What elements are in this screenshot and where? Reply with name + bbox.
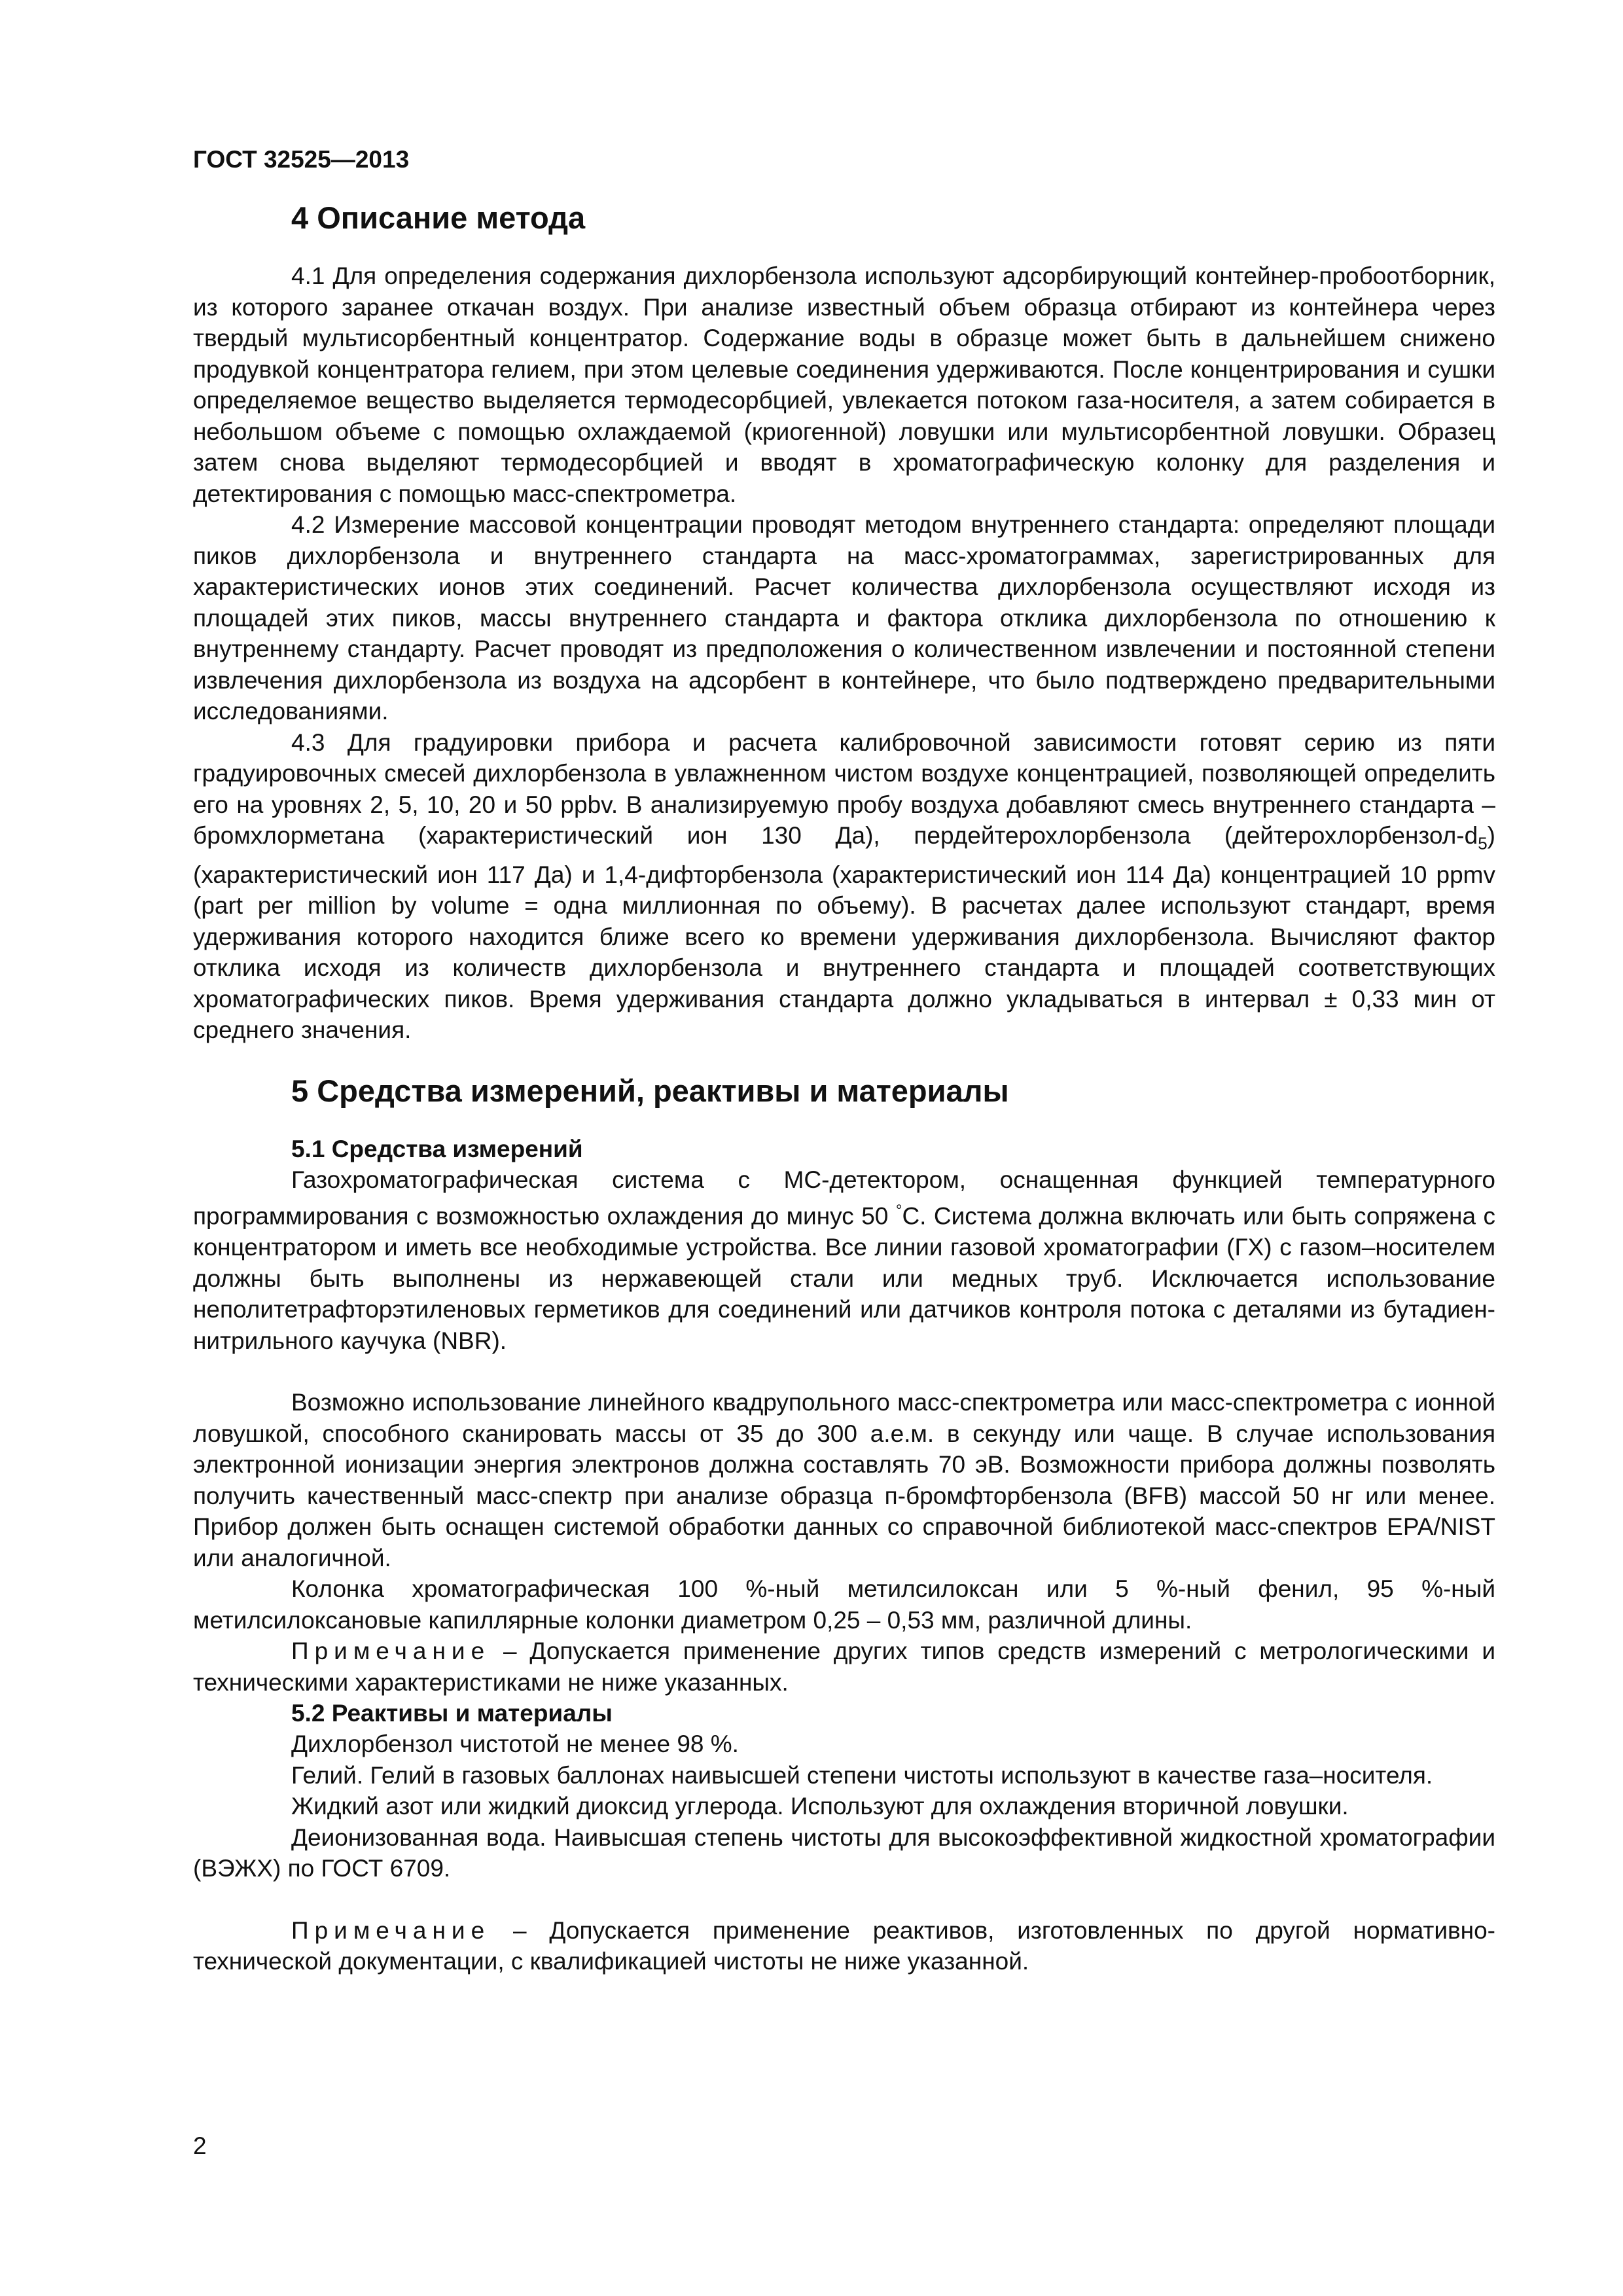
paragraph-5-1-mass-spec: Возможно использование линейного квадрупольного масс-спектрометра или масс-спектрометра с ионной ловушкой, способного сканировать массы от 35 до 300 а.е.м. в секунду или чаще. В случае использования электронной ионизации энергия электронов должна составлять 70 эВ. Возможности прибора должны позволять получить качественный масс-спектр при анализе образца п-бромфторбензола (BFB) массой 50 нг или менее. Прибор должен быть оснащен системой обработки данных со справочной библиотекой масс-спектров EPA/NIST или аналогичной. — [193, 1389, 1495, 1571]
document-page — [193, 144, 1495, 2265]
paragraph-5-1-column: Колонка хроматографическая 100 %-ный метилсилоксан или 5 %-ный фенил, 95 %-ный метилсилоксановые капиллярные колонки диаметром 0,25 – 0,53 мм, различной длины. — [193, 1575, 1495, 1634]
paragraph-4-3 — [193, 727, 1495, 1046]
subscript-5: 5 — [1478, 833, 1488, 853]
paragraph-5-2-helium: Гелий. Гелий в газовых баллонах наивысшей степени чистоты используют в качестве газа–носителя. — [291, 1761, 1433, 1789]
note-text: – Допускается применение других типов средств измерений с метрологическими и техническими характеристиками не ниже указанных. — [193, 1638, 1495, 1696]
note-5-1 — [193, 1636, 1495, 1698]
paragraph-gap — [193, 1356, 1495, 1387]
page-number: 2 — [193, 2132, 207, 2159]
note-text: – Допускается применение реактивов, изготовленных по другой нормативно-технической документации, с квалификацией чистоты не ниже указанной. — [193, 1916, 1495, 1975]
subsection-5-1-title: 5.1 Средства измерений — [291, 1135, 583, 1162]
paragraph-5-1-system-part-b: С. Система должна включать или быть сопряжена с концентратором и иметь все необходимые устройства. Все линии газовой хроматографии (ГХ) с газом–носителем должны быть выполнены из нержавеющей стали или медных труб. Исключается использование неполитетрафторэтиленовых герметиков для соединений или датчиков контроля потока с деталями из бутадиен-нитрильного каучука (NBR). — [193, 1202, 1495, 1354]
note-5-2 — [193, 1915, 1495, 1977]
paragraph-4-2: 4.2 Измерение массовой концентрации проводят методом внутреннего стандарта: определяют площади пиков дихлорбензола и внутреннего стандарта на масс-хроматограммах, зарегистрированных для характеристических ионов этих соединений. Расчет количества дихлорбензола осуществляют исходя из площадей этих пиков, массы внутреннего стандарта и фактора отклика дихлорбензола по отношению к внутреннему стандарту. Расчет проводят из предположения о количественном извлечении и постоянной степени извлечения дихлорбензола из воздуха на адсорбент в контейнере, что было подтверждено предварительными исследованиями. — [193, 511, 1495, 725]
paragraph-5-2-water: Деионизованная вода. Наивысшая степень чистоты для высокоэффективной жидкостной хроматографии (ВЭЖХ) по ГОСТ 6709. — [193, 1823, 1495, 1882]
note-label: Примечание — [291, 1916, 491, 1944]
note-label: Примечание — [291, 1638, 491, 1665]
paragraph-5-1-system — [193, 1164, 1495, 1356]
paragraph-4-1: 4.1 Для определения содержания дихлорбензола используют адсорбирующий контейнер-пробоотборник, из которого заранее откачан воздух. При анализе известный объем образца отбирают из контейнера через твердый мультисорбентный концентратор. Содержание воды в образце может быть в дальнейшем снижено продувкой концентратора гелием, при этом целевые соединения удерживаются. После концентрирования и сушки определяемое вещество выделяется термодесорбцией, увлекается потоком газа-носителя, а затем собирается в небольшом объеме с помощью охлаждаемой (криогенной) ловушки или мультисорбентной ловушки. Образец затем снова выделяют термодесорбцией и вводят в хроматографическую колонку для разделения и детектирования с помощью масс-спектрометра. — [193, 262, 1495, 507]
paragraph-5-2-nitrogen: Жидкий азот или жидкий диоксид углерода. Используют для охлаждения вторичной ловушки. — [291, 1793, 1349, 1820]
paragraph-4-3-part-b: ) (характеристический ион 117 Да) и 1,4-дифторбензола (характеристический ион 114 Да) концентрацией 10 ppmv (part per million by volume = одна миллионная по объему). В расчетах далее используют стандарт, время удерживания которого находится ближе всего ко времени удерживания дихлорбензола. Вычисляют фактор отклика исходя из количеств дихлорбензола и внутреннего стандарта и площадей соответствующих хроматографических пиков. Время удерживания стандарта должно укладываться в интервал ± 0,33 мин от среднего значения. — [193, 822, 1495, 1044]
document-code-header: ГОСТ 32525—2013 — [193, 146, 410, 173]
paragraph-gap — [193, 1884, 1495, 1915]
degree-sign: ° — [895, 1202, 902, 1220]
section-4-title: 4 Описание метода — [291, 200, 586, 235]
section-5-title: 5 Средства измерений, реактивы и материалы — [291, 1073, 1009, 1108]
subsection-5-2-title: 5.2 Реактивы и материалы — [291, 1700, 613, 1727]
paragraph-4-3-part-a: 4.3 Для градуировки прибора и расчета калибровочной зависимости готовят серию из пяти градуировочных смесей дихлорбензола в увлажненном чистом воздухе концентрацией, позволяющей определить его на уровнях 2, 5, 10, 20 и 50 ppbv. В анализируемую пробу воздуха добавляют смесь внутреннего стандарта – бромхлорметана (характеристический ион 130 Да), пердейтерохлорбензола (дейтерохлорбензол-d — [193, 728, 1495, 849]
paragraph-5-2-dichlorobenzene: Дихлорбензол чистотой не менее 98 %. — [291, 1731, 739, 1758]
paragraph-5-1-system-part-a: Газохроматографическая система с МС-детектором, оснащенная функцией температурного программирования с возможностью охлаждения до минус 50 — [193, 1166, 1495, 1230]
